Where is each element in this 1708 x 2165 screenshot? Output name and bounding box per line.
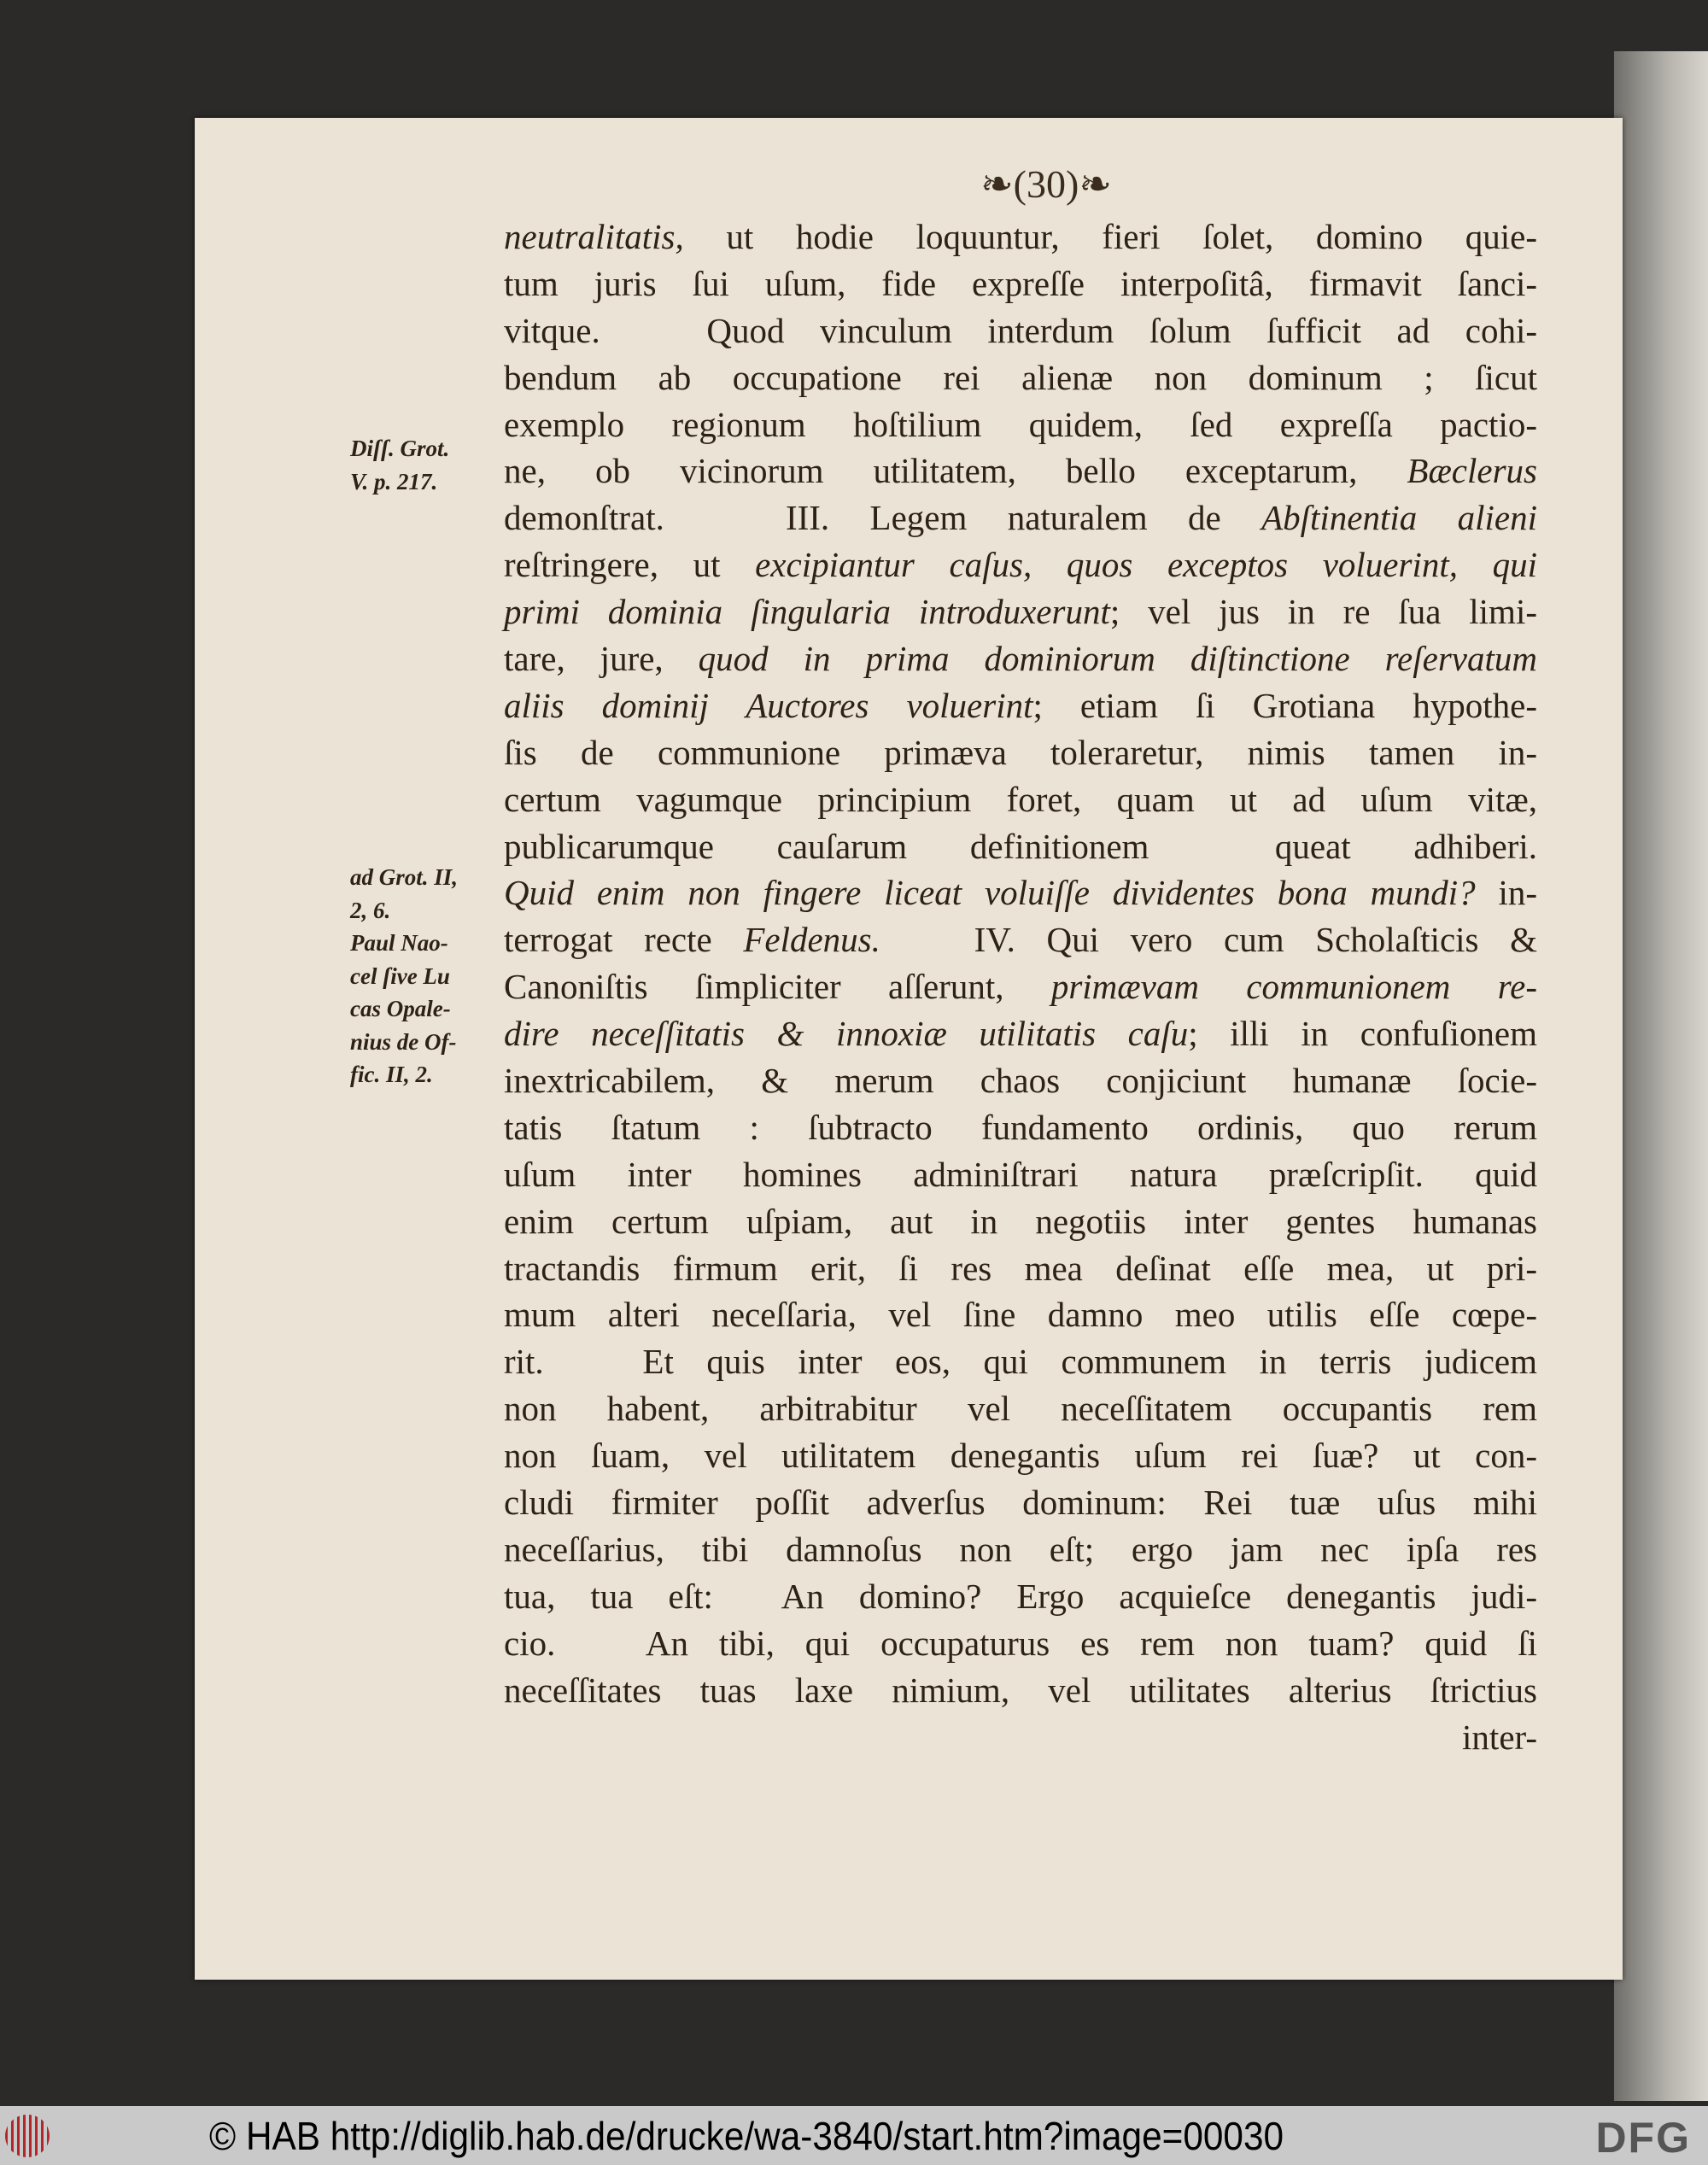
text-line bbox=[504, 1526, 1537, 1573]
margin-note-line: fic. II, 2. bbox=[350, 1062, 433, 1087]
text-segment: non ſuam, vel utilitatem denegantis uſum rei ſuæ? ut con- bbox=[504, 1436, 1537, 1476]
text-line bbox=[504, 1104, 1537, 1151]
italic-segment: Bæclerus bbox=[1407, 451, 1537, 491]
text-segment: ; etiam ſi Grotiana hypothe- bbox=[1032, 685, 1537, 725]
text-segment: tua, tua eſt: An domino? Ergo acquieſce denegantis judi- bbox=[504, 1576, 1537, 1616]
text-segment: terrogat recte bbox=[504, 920, 744, 960]
text-segment: IV. Qui vero cum Scholaſticis & bbox=[880, 920, 1538, 960]
text-segment: exemplo regionum hoſtilium quidem, ſed expreſſa pactio- bbox=[504, 404, 1537, 444]
text-line bbox=[504, 1338, 1537, 1385]
margin-note-line: V. p. 217. bbox=[350, 468, 438, 494]
text-line bbox=[504, 1198, 1537, 1245]
text-line bbox=[504, 214, 1537, 260]
text-line bbox=[504, 823, 1537, 870]
text-line bbox=[504, 448, 1537, 494]
text-segment: non habent, arbitrabitur vel neceſſitatem occupantis rem bbox=[504, 1389, 1537, 1429]
text-segment: mum alteri neceſſaria, vel ſine damno meo utilis eſſe cœpe- bbox=[504, 1295, 1537, 1335]
text-line bbox=[504, 916, 1537, 963]
italic-segment: aliis dominij Auctores voluerint bbox=[504, 685, 1033, 725]
text-line bbox=[504, 1151, 1537, 1198]
text-segment: ne, ob vicinorum utilitatem, bello exceptarum, bbox=[504, 451, 1407, 491]
text-line bbox=[504, 1291, 1537, 1338]
text-line bbox=[504, 588, 1537, 635]
italic-segment: quod in prima dominiorum diſtinctione reſervatum bbox=[698, 639, 1537, 679]
text-segment: reſtringere, ut bbox=[504, 545, 756, 585]
italic-segment: neutralitatis, bbox=[504, 217, 684, 256]
text-line bbox=[504, 494, 1537, 541]
text-segment: neceſſarius, tibi damnoſus non eſt; ergo jam nec ipſa res bbox=[504, 1529, 1537, 1569]
text-line bbox=[504, 1479, 1537, 1526]
text-line bbox=[504, 1245, 1537, 1292]
text-segment: ; vel jus in re ſua limi- bbox=[1109, 592, 1537, 632]
text-segment: tare, jure, bbox=[504, 639, 699, 679]
margin-note-line: Paul Nao- bbox=[350, 930, 448, 956]
text-line bbox=[504, 1714, 1537, 1761]
margin-note-line: ad Grot. II, bbox=[350, 864, 459, 890]
adjacent-page-edge bbox=[1614, 51, 1708, 2101]
text-line bbox=[504, 1667, 1537, 1714]
text-segment: cludi firmiter poſſit adverſus dominum: Rei tuæ uſus mihi bbox=[504, 1483, 1537, 1523]
text-segment: demonſtrat. III. Legem naturalem de bbox=[504, 498, 1262, 538]
text-segment: in- bbox=[1475, 873, 1538, 913]
text-segment: Canoniſtis ſimpliciter aſſerunt, bbox=[504, 967, 1051, 1007]
hab-logo-icon bbox=[5, 2115, 50, 2157]
dfg-logo: DFG bbox=[1595, 2114, 1691, 2162]
margin-note-line: Diſſ. Grot. bbox=[350, 436, 450, 461]
margin-note-line: 2, 6. bbox=[350, 897, 391, 923]
text-segment: ſis de communione primæva toleraretur, nimis tamen in- bbox=[504, 732, 1537, 772]
text-segment: bendum ab occupatione rei alienæ non dominum ; ſicut bbox=[504, 357, 1537, 397]
text-line bbox=[504, 776, 1537, 823]
text-segment: certum vagumque principium foret, quam ut ad uſum vitæ, bbox=[504, 779, 1537, 819]
text-line bbox=[504, 541, 1537, 588]
italic-segment: Abſtinentia alieni bbox=[1261, 498, 1537, 538]
text-segment: tractandis firmum erit, ſi res mea deſinat eſſe mea, ut pri- bbox=[504, 1248, 1537, 1288]
text-segment: uſum inter homines adminiſtrari natura præſcripſit. quid bbox=[504, 1154, 1537, 1194]
margin-note-line: cas Opale- bbox=[350, 996, 451, 1021]
text-line bbox=[504, 963, 1537, 1010]
text-line bbox=[504, 354, 1537, 401]
running-head-page-number: ❧(30)❧ bbox=[980, 162, 1112, 206]
margin-note-line: nius de Of- bbox=[350, 1028, 457, 1055]
text-line bbox=[504, 260, 1537, 307]
text-line bbox=[504, 729, 1537, 776]
italic-segment: Feldenus. bbox=[743, 920, 880, 960]
margin-note-1 bbox=[350, 432, 500, 498]
text-segment: publicarumque cauſarum definitionem queat adhiberi. bbox=[504, 826, 1537, 866]
italic-segment: primævam communionem re- bbox=[1050, 967, 1537, 1007]
text-segment: cio. An tibi, qui occupaturus es rem non tuam? quid ſi bbox=[504, 1623, 1537, 1663]
margin-note-2 bbox=[350, 861, 500, 1091]
italic-segment: dire neceſſitatis & innoxiæ utilitatis caſu bbox=[504, 1014, 1189, 1054]
text-segment: inextricabilem, & merum chaos conjiciunt humanæ ſocie- bbox=[504, 1061, 1537, 1101]
text-line bbox=[504, 682, 1537, 729]
page-number: 30 bbox=[1027, 162, 1066, 206]
italic-segment: Quid enim non fingere liceat voluiſſe dividentes bona mundi? bbox=[504, 873, 1476, 913]
text-line bbox=[504, 1385, 1537, 1432]
text-line bbox=[504, 1432, 1537, 1479]
text-line bbox=[504, 1573, 1537, 1620]
text-segment: ut hodie loquuntur, fieri ſolet, domino quie- bbox=[683, 217, 1537, 256]
text-line bbox=[504, 869, 1537, 916]
italic-segment: primi dominia ſingularia introduxerunt bbox=[504, 592, 1110, 632]
text-line bbox=[504, 1620, 1537, 1667]
text-line bbox=[504, 635, 1537, 682]
copyright-link[interactable]: © HAB http://diglib.hab.de/drucke/wa-3840/start.htm?image=00030 bbox=[209, 2114, 1284, 2158]
text-segment: ; illi in confuſionem bbox=[1188, 1014, 1537, 1054]
text-line bbox=[504, 401, 1537, 448]
margin-note-line: cel ſive Lu bbox=[350, 963, 450, 989]
text-segment: vitque. Quod vinculum interdum ſolum ſufficit ad cohi- bbox=[504, 310, 1537, 350]
text-line bbox=[504, 1057, 1537, 1104]
text-line bbox=[504, 307, 1537, 354]
text-line bbox=[504, 1010, 1537, 1057]
footer-bar bbox=[0, 2106, 1708, 2165]
text-segment: inter- bbox=[1462, 1717, 1537, 1757]
text-segment: tum juris ſui uſum, fide expreſſe interpoſitâ, firmavit ſanci- bbox=[504, 263, 1537, 303]
text-segment: tatis ſtatum : ſubtracto fundamento ordinis, quo rerum bbox=[504, 1107, 1537, 1147]
text-segment: neceſſitates tuas laxe nimium, vel utilitates alterius ſtrictius bbox=[504, 1670, 1537, 1710]
text-segment: enim certum uſpiam, aut in negotiis inter gentes humanas bbox=[504, 1201, 1537, 1241]
text-segment: rit. Et quis inter eos, qui communem in terris judicem bbox=[504, 1342, 1537, 1382]
italic-segment: excipiantur caſus, quos exceptos voluerint, qui bbox=[755, 545, 1537, 585]
body-text bbox=[504, 214, 1537, 1760]
